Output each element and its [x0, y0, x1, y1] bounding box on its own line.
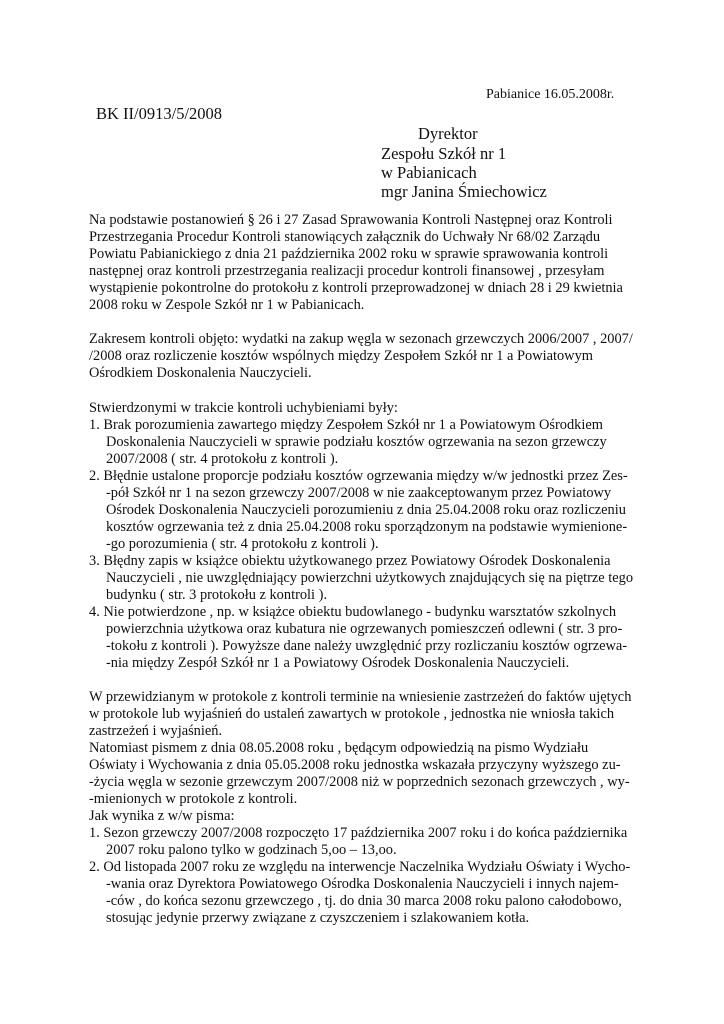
text-line: Zakresem kontroli objęto: wydatki na zakup węgla w sezonach grzewczych 2006/2007 , 2007/ — [89, 331, 633, 347]
text-line: Ośrodek Doskonalenia Nauczycieli porozumieniu z dnia 25.04.2008 roku oraz rozliczeniu — [106, 502, 626, 518]
text-line: 2007 roku palono tylko w godzinach 5,oo – 13,oo. — [106, 842, 397, 858]
text-line: -mienionych w protokole z kontroli. — [89, 791, 298, 807]
text-line: Przestrzegania Procedur Kontroli stanowiących załącznik do Uchwały Nr 68/02 Zarządu — [89, 229, 601, 245]
addressee-line: w Pabianicach — [381, 163, 477, 182]
text-line: następnej oraz kontroli przestrzegania realizacji procedur kontroli finansowej , przesyłam — [89, 263, 605, 279]
text-line: -go porozumienia ( str. 4 protokołu z kontroli ). — [106, 536, 379, 552]
text-line: -ców , do końca sezonu grzewczego , tj. do dnia 30 marca 2008 roku palono całodobowo, — [106, 893, 622, 909]
text-line: W przewidzianym w protokole z kontroli terminie na wniesienie zastrzeżeń do faktów ujętych — [89, 689, 632, 705]
findings-intro: Stwierdzonymi w trakcie kontroli uchybieniami były: — [89, 400, 398, 416]
text-line: kosztów ogrzewania też z dnia 25.04.2008 roku sporządzonym na podstawie wymienione- — [106, 519, 628, 535]
text-line: powierzchnia użytkowa oraz kubatura nie ogrzewanych pomieszczeń odlewni ( str. 3 pro- — [106, 621, 623, 637]
text-line: 2007/2008 ( str. 4 protokołu z kontroli ). — [106, 451, 339, 467]
text-line: -tokołu z kontroli ). Powyższe dane należy uwzględnić przy rozliczaniu kosztów ogrzewa- — [106, 638, 628, 654]
text-line: Ośrodkiem Doskonalenia Nauczycieli. — [89, 365, 312, 381]
text-line: 3. Błędny zapis w książce obiektu użytkowanego przez Powiatowy Ośrodek Doskonalenia — [89, 553, 611, 569]
text-line: 2. Błędnie ustalone proporcje podziału kosztów ogrzewania między w/w jednostki przez Zes- — [89, 468, 628, 484]
text-line: 2008 roku w Zespole Szkół nr 1 w Pabianicach. — [89, 297, 365, 313]
addressee-line: mgr Janina Śmiechowicz — [381, 182, 547, 201]
addressee-line: Dyrektor — [418, 124, 478, 143]
text-line: Doskonalenia Nauczycieli w sprawie podziału kosztów ogrzewania na sezon grzewczy — [106, 434, 607, 450]
text-line: 1. Brak porozumienia zawartego między Zespołem Szkół nr 1 a Powiatowym Ośrodkiem — [89, 417, 603, 433]
text-line: -wania oraz Dyrektora Powiatowego Ośrodka Doskonalenia Nauczycieli i innych najem- — [106, 876, 619, 892]
text-line: Jak wynika z w/w pisma: — [89, 808, 235, 824]
text-line: zastrzeżeń i wyjaśnień. — [89, 723, 223, 739]
text-line: /2008 oraz rozliczenie kosztów wspólnych między Zespołem Szkół nr 1 a Powiatowym — [89, 348, 593, 364]
text-line: wystąpienie pokontrolne do protokołu z kontroli przeprowadzonej w dniach 28 i 29 kwietnia — [89, 280, 623, 296]
text-line: -życia węgla w sezonie grzewczym 2007/2008 niż w poprzednich sezonach grzewczych , wy- — [89, 774, 630, 790]
place-date: Pabianice 16.05.2008r. — [486, 87, 615, 102]
text-line: Na podstawie postanowień § 26 i 27 Zasad Sprawowania Kontroli Następnej oraz Kontroli — [89, 212, 613, 228]
text-line: 1. Sezon grzewczy 2007/2008 rozpoczęto 17 października 2007 roku i do końca października — [89, 825, 628, 841]
text-line: stosując jedynie przerwy związane z czyszczeniem i szlakowaniem kotła. — [106, 910, 530, 926]
text-line: Natomiast pismem z dnia 08.05.2008 roku , będącym odpowiedzią na pismo Wydziału — [89, 740, 589, 756]
text-line: Nauczycieli , nie uwzględniający powierzchni użytkowych znajdujących się na piętrze tego — [106, 570, 634, 586]
text-line: 4. Nie potwierdzone , np. w książce obiektu budowlanego - budynku warsztatów szkolnych — [89, 604, 617, 620]
text-line: budynku ( str. 3 protokołu z kontroli ). — [106, 587, 328, 603]
addressee-line: Zespołu Szkół nr 1 — [381, 144, 507, 163]
text-line: w protokole lub wyjaśnień do ustaleń zawartych w protokole , jednostka nie wniosła takich — [89, 706, 615, 722]
text-line: Oświaty i Wychowania z dnia 05.05.2008 roku jednostka wskazała przyczyny wyższego zu- — [89, 757, 621, 773]
reference-number: BK II/0913/5/2008 — [96, 104, 223, 123]
text-line: -pół Szkół nr 1 na sezon grzewczy 2007/2008 w nie zaakceptowanym przez Powiatowy — [106, 485, 612, 501]
text-line: 2. Od listopada 2007 roku ze względu na interwencje Naczelnika Wydziału Oświaty i Wycho- — [89, 859, 631, 875]
text-line: Powiatu Pabianickiego z dnia 21 października 2002 roku w sprawie sprawowania kontroli — [89, 246, 609, 262]
text-line: -nia między Zespół Szkół nr 1 a Powiatowy Ośrodek Doskonalenia Nauczycieli. — [106, 655, 570, 671]
